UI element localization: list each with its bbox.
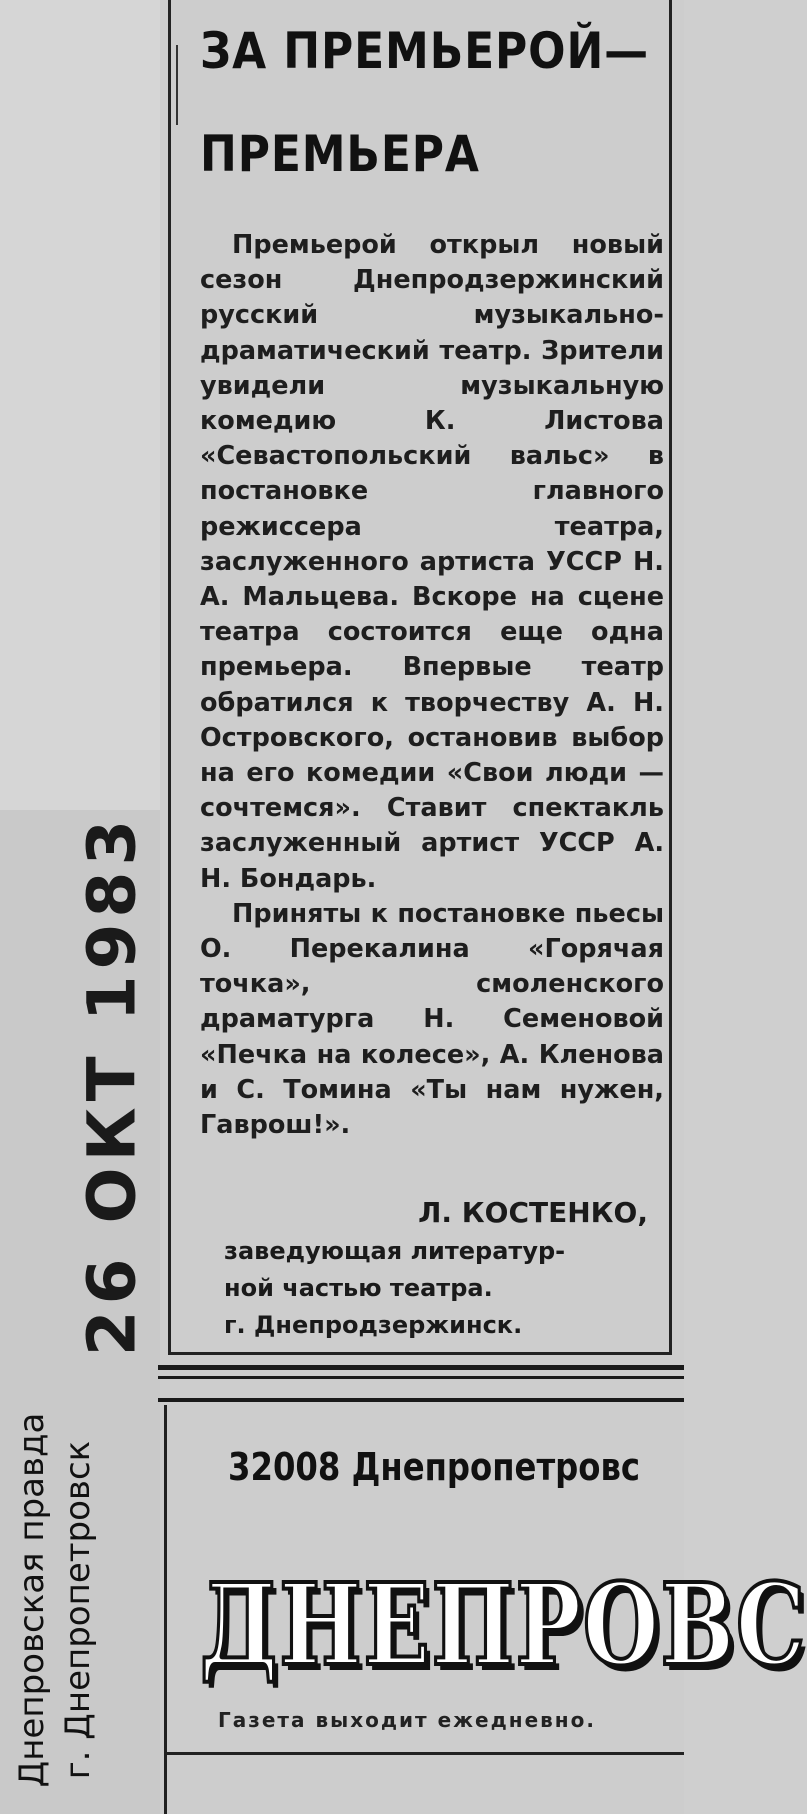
separator-rule xyxy=(158,1398,684,1402)
article-body xyxy=(200,228,664,1143)
stamp-city: г. Днепропетровск xyxy=(58,1440,98,1780)
masthead-index-line: 32008 Днепропетровс xyxy=(228,1445,641,1489)
headline-line-1: ЗА ПРЕМЬЕРОЙ— xyxy=(200,22,650,80)
pencil-mark xyxy=(176,45,178,125)
article-paragraph-2: Приняты к постановке пьесы О. Перекалина «Горячая точка», смоленского драматурга Н. Семеновой «Печка на колесе», А. Кленова и С. Томина «Ты нам нужен, Гаврош!». xyxy=(200,898,664,1141)
stamp-newspaper-name: Днепровская правда xyxy=(12,1412,52,1788)
date-stamp: 26 ОКТ 1983 xyxy=(73,813,151,1357)
masthead-rule xyxy=(164,1752,684,1755)
article-paragraph-1: Премьерой открыл новый сезон Днепродзержинский русский музыкально-драматический театр. Зрители увидели музыкальную комедию К. Листова «Севастопольский вальс» в постановке главного режиссера театра, заслуженного артиста УССР Н. А. Мальцева. Вскоре на сцене театра состоится еще одна премьера. Впервые театр обратился к творчеству А. Н. Островского, остановив выбор на его комедии «Свои люди — сочтемся». Ставит спектакль заслуженный артист УССР А. Н. Бондарь. xyxy=(200,230,664,894)
masthead-frequency: Газета выходит ежедневно. xyxy=(218,1708,596,1732)
author-city: г. Днепродзержинск. xyxy=(224,1311,523,1339)
separator-rule xyxy=(158,1376,684,1379)
author-role-line-1: заведующая литератур- xyxy=(224,1237,566,1265)
masthead-newspaper-name: ДНЕПРОВС xyxy=(200,1560,807,1691)
paper-background-top-left xyxy=(0,0,160,810)
separator-rule xyxy=(158,1365,684,1370)
author-name: Л. КОСТЕНКО, xyxy=(418,1196,648,1229)
article-signature xyxy=(218,1193,668,1344)
headline-line-2: ПРЕМЬЕРА xyxy=(200,125,480,183)
author-role-line-2: ной частью театра. xyxy=(224,1274,493,1302)
